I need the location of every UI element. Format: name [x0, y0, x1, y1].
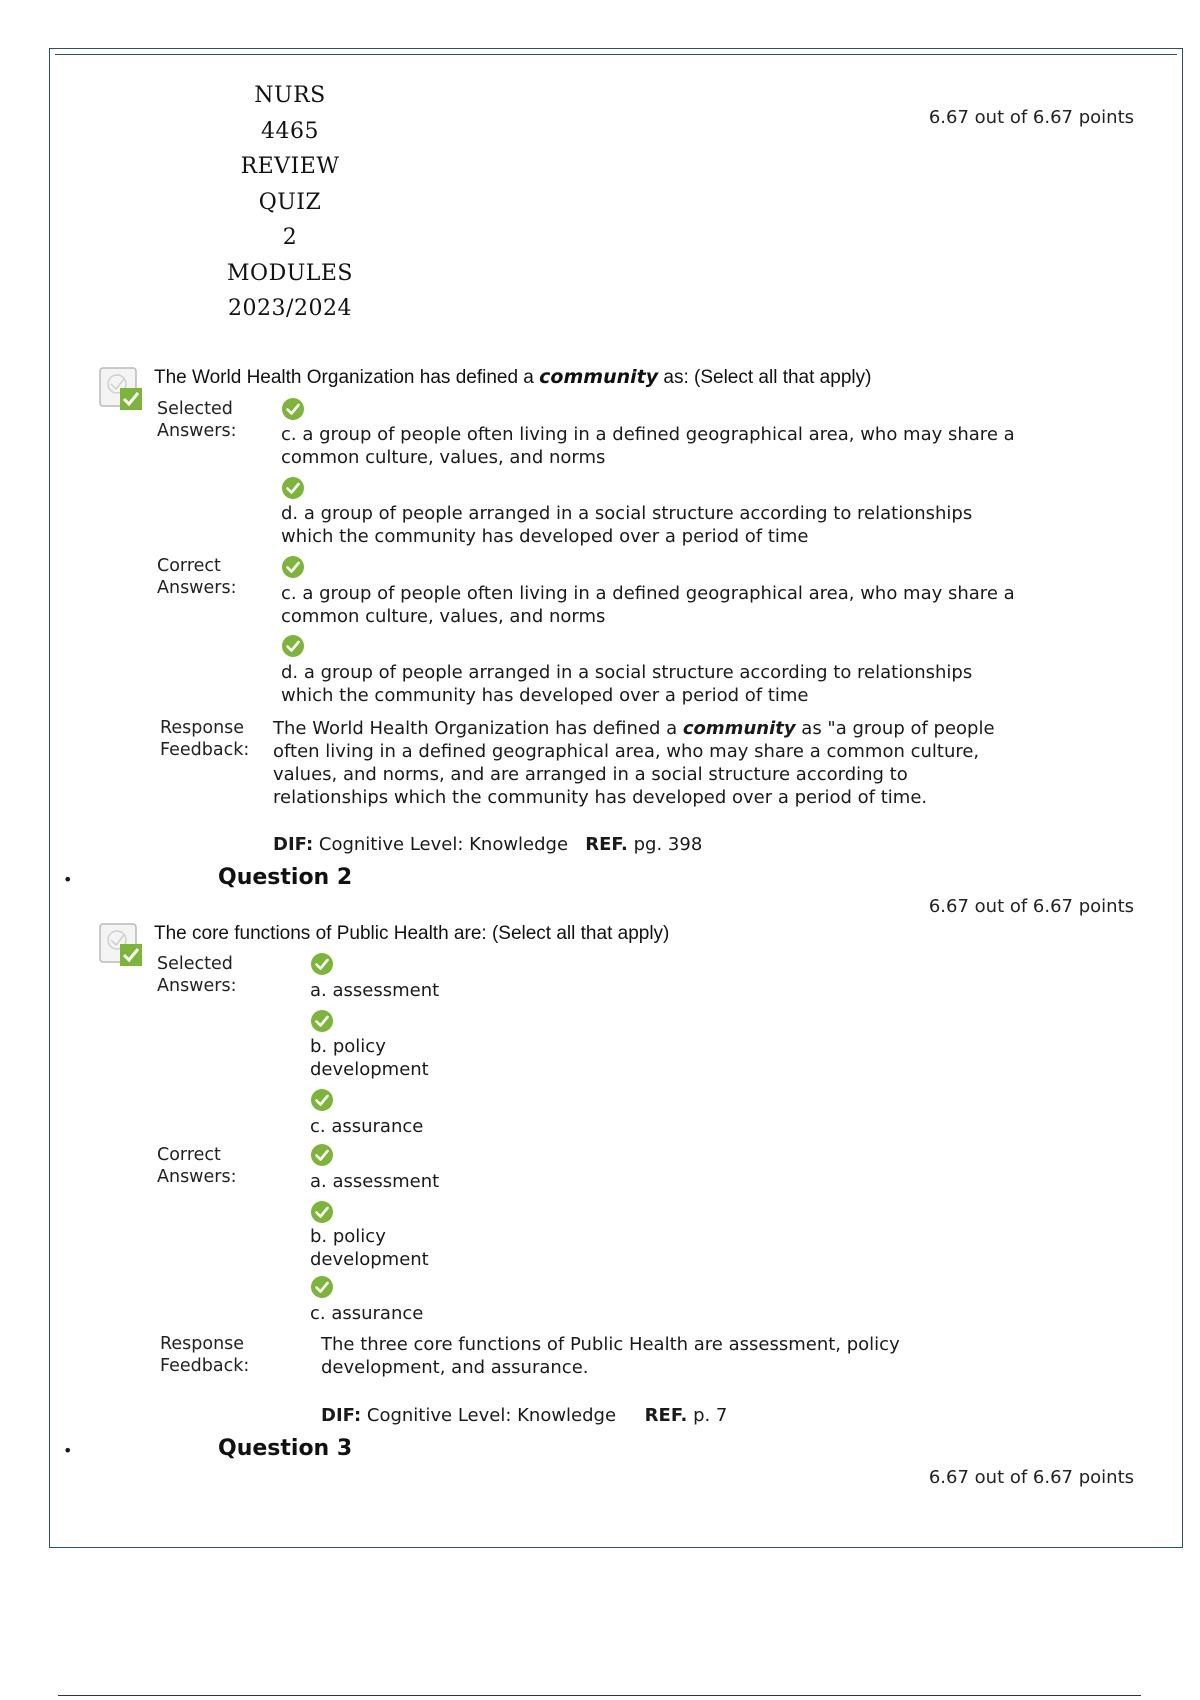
document-title: [200, 78, 380, 327]
title-line: NURS: [254, 83, 326, 108]
response-feedback-label: Response Feedback:: [160, 718, 250, 760]
title-line: 2: [282, 225, 298, 250]
page-bottom-rule: [58, 1695, 1141, 1696]
list-bullet: •: [63, 1441, 73, 1460]
check-circle-icon: [281, 397, 305, 421]
question-heading: Question 3: [218, 1436, 353, 1461]
selected-answer: b. policy development: [310, 1036, 429, 1080]
correct-status-icon: [98, 922, 144, 968]
question-heading: Question 2: [218, 865, 353, 890]
check-circle-icon: [310, 952, 334, 976]
response-feedback: The three core functions of Public Health are assessment, policy development, and assurance.: [321, 1334, 900, 1378]
check-circle-icon: [310, 1009, 334, 1033]
response-feedback: The World Health Organization has defined a community as "a group of people often living in a defined geographical area, who may share a common culture, values, and norms, and are arranged in a social structure according to relationships which the community has developed over a period of time.: [273, 718, 995, 808]
question-prompt: The World Health Organization has defined a community as: (Select all that apply): [154, 366, 872, 388]
correct-answers-label: Correct Answers:: [157, 1145, 237, 1187]
check-circle-icon: [310, 1088, 334, 1112]
selected-answer: d. a group of people arranged in a social structure according to relationships which the community has developed over a period of time: [281, 503, 973, 547]
correct-answer: c. assurance: [310, 1303, 424, 1324]
selected-answer: c. a group of people often living in a defined geographical area, who may share a common culture, values, and norms: [281, 424, 1015, 468]
selected-answers-label: Selected Answers:: [157, 954, 237, 996]
list-bullet: •: [63, 870, 73, 889]
correct-answer: b. policy development: [310, 1226, 429, 1270]
correct-answer: a. assessment: [310, 1171, 440, 1192]
selected-answer: a. assessment: [310, 980, 440, 1001]
title-line: 4465: [261, 118, 319, 144]
correct-answers-label: Correct Answers:: [157, 556, 237, 598]
check-circle-icon: [281, 634, 305, 658]
title-line: REVIEW: [240, 154, 340, 179]
frame-top-rule: [55, 54, 1177, 55]
q1-points: 6.67 out of 6.67 points: [928, 107, 1134, 128]
q2-points: 6.67 out of 6.67 points: [928, 896, 1134, 917]
response-feedback-label: Response Feedback:: [160, 1334, 250, 1376]
question-prompt: The core functions of Public Health are: (Select all that apply): [154, 923, 670, 944]
check-circle-icon: [310, 1143, 334, 1167]
correct-answer: c. a group of people often living in a defined geographical area, who may share a common culture, values, and norms: [281, 583, 1015, 627]
title-line: MODULES: [227, 260, 353, 286]
selected-answers-label: Selected Answers:: [157, 399, 237, 441]
q3-points: 6.67 out of 6.67 points: [928, 1467, 1134, 1488]
check-circle-icon: [281, 476, 305, 500]
dif-ref-line: DIF: Cognitive Level: Knowledge REF. pg. 398: [273, 834, 703, 855]
check-circle-icon: [310, 1200, 334, 1224]
title-line: QUIZ: [258, 189, 322, 215]
dif-ref-line: DIF: Cognitive Level: Knowledge REF. p. 7: [321, 1405, 728, 1426]
check-circle-icon: [310, 1275, 334, 1299]
title-line: 2023/2024: [228, 296, 352, 321]
correct-answer: d. a group of people arranged in a social structure according to relationships which the community has developed over a period of time: [281, 662, 973, 706]
selected-answer: c. assurance: [310, 1116, 424, 1137]
correct-status-icon: [98, 366, 144, 412]
check-circle-icon: [281, 555, 305, 579]
